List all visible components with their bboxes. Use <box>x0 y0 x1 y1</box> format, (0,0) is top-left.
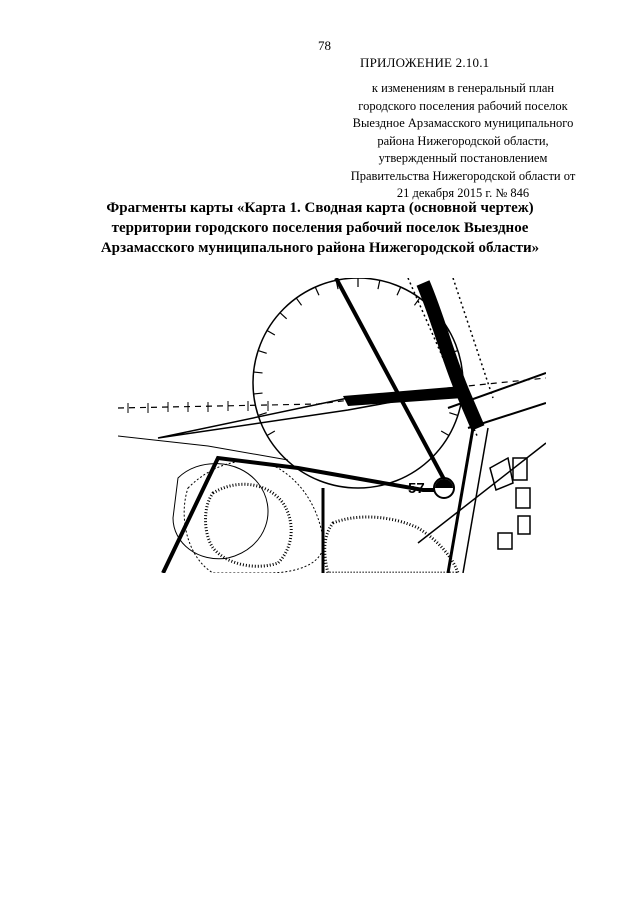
map-dashed-boundary <box>118 378 546 408</box>
appendix-note-line: Выездное Арзамасского муниципального <box>352 116 574 130</box>
circle-tick <box>267 431 275 436</box>
circle-tick <box>254 372 263 373</box>
map-road-down <box>448 428 473 573</box>
circle-tick <box>378 280 380 289</box>
appendix-note-line: городского поселения рабочий поселок <box>358 98 568 113</box>
page-number: 78 <box>318 38 331 53</box>
document-heading <box>60 198 580 258</box>
appendix-note-line: Правительства Нижегородской области от <box>350 168 576 183</box>
map-marker-symbol <box>434 478 454 498</box>
map-drawing <box>118 278 546 573</box>
appendix-title: ПРИЛОЖЕНИЕ 2.10.1 <box>360 55 490 70</box>
circle-tick <box>296 298 301 305</box>
map-marker-label: 57 <box>408 480 425 497</box>
heading-line: территории городского поселения рабочий поселок Выездное <box>111 220 529 236</box>
circle-tick <box>449 413 458 416</box>
map-fragment <box>118 278 546 573</box>
circle-tick <box>267 331 275 336</box>
map-building-blocks <box>490 458 530 549</box>
map-tick-boundary <box>118 436 288 460</box>
map-outline-lower-left <box>173 464 268 559</box>
appendix-note <box>318 80 608 203</box>
heading-line: Арзамасского муниципального района Нижегородской области» <box>100 240 540 256</box>
appendix-note-line: района Нижегородской области, <box>377 133 549 148</box>
map-zone-hatched-right <box>325 517 458 573</box>
circle-tick <box>254 393 263 394</box>
appendix-note-line: утвержденный постановлением <box>378 151 548 165</box>
circle-tick <box>441 431 449 436</box>
map-zone-hatched-inner <box>206 484 292 566</box>
circle-tick <box>280 313 287 319</box>
circle-tick <box>258 351 267 354</box>
appendix-note-line: 21 декабря 2015 г. № 846 <box>396 186 530 200</box>
circle-tick <box>397 287 401 295</box>
heading-line: Фрагменты карты «Карта 1. Сводная карта (основной чертеж) <box>106 200 534 216</box>
appendix-note-line: к изменениям в генеральный план <box>371 81 555 95</box>
circle-tick <box>315 287 319 295</box>
map-road-down-2 <box>463 428 488 573</box>
